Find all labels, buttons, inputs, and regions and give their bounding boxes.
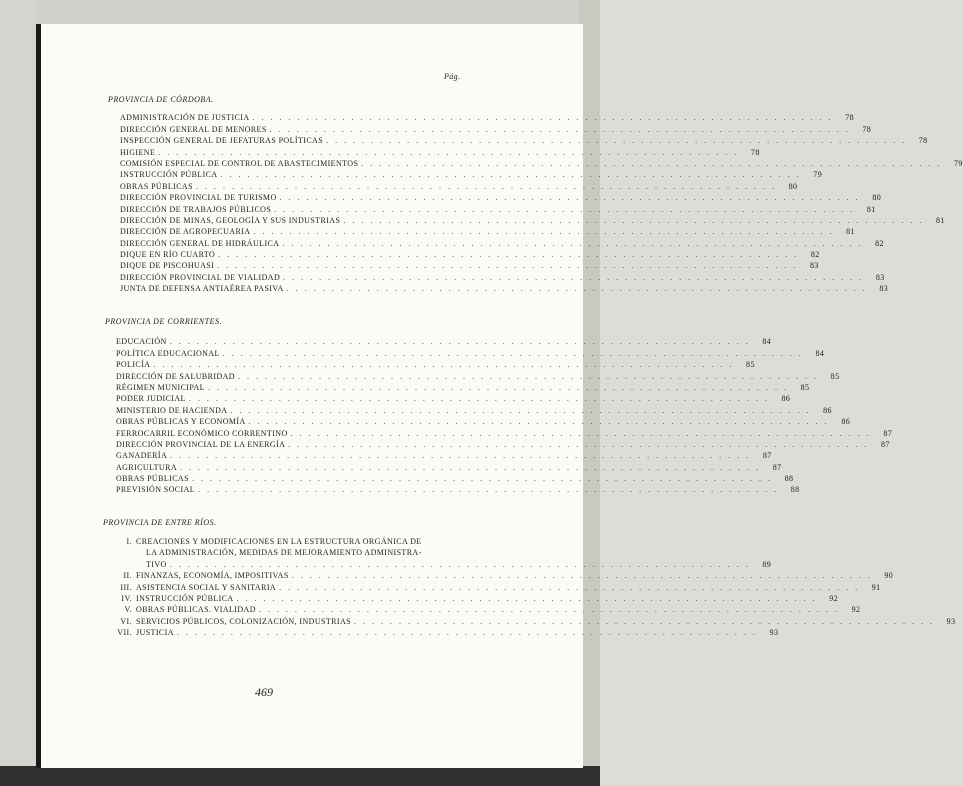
leader-dots: . . . . . . . . . . . . . . . . . . . . . . . . . . . . . . . . . . . . . . . . . . . . . . . . . . . . . . . . . . . . . . . . . [291, 571, 873, 581]
entry-page-number: 81 [936, 215, 945, 225]
entry-label: DIRECCIÓN DE AGROPECUARIA [120, 227, 251, 237]
leader-dots: . . . . . . . . . . . . . . . . . . . . . . . . . . . . . . . . . . . . . . . . . . . . . . . . . . . . . . . . . . . . . . . . . [269, 124, 851, 134]
toc-entry [120, 169, 823, 180]
entry-label: JUSTICIA [136, 628, 174, 638]
entry-number: I. [126, 537, 132, 546]
toc-entry [116, 347, 825, 358]
entry-label: DIRECCIÓN DE MINAS, GEOLOGÍA Y SUS INDUSTRIAS [120, 215, 341, 225]
leader-dots: . . . . . . . . . . . . . . . . . . . . . . . . . . . . . . . . . . . . . . . . . . . . . . . . . . . . . . . . . . . . . . . . . [258, 605, 840, 615]
entry-label: DIRECCIÓN DE TRABAJOS PÚBLICOS [120, 204, 272, 214]
leader-dots: . . . . . . . . . . . . . . . . . . . . . . . . . . . . . . . . . . . . . . . . . . . . . . . . . . . . . . . . . . . . . . . . . [283, 272, 864, 282]
entry-page-number: 80 [788, 181, 798, 191]
toc-entry [116, 484, 800, 495]
entry-page-number: 86 [823, 405, 832, 415]
section-title-entre-rios: PROVINCIA DE ENTRE RÍOS. [103, 518, 217, 527]
entry-page-number: 92 [851, 605, 861, 615]
entry-page-number: 84 [762, 337, 772, 347]
leader-dots: . . . . . . . . . . . . . . . . . . . . . . . . . . . . . . . . . . . . . . . . . . . . . . . . . . . . . . . . . . . . . . . . . [230, 405, 811, 415]
entry-number: III. [120, 582, 132, 592]
leader-dots: . . . . . . . . . . . . . . . . . . . . . . . . . . . . . . . . . . . . . . . . . . . . . . . . . . . . . . . . . . . . . . . . . [188, 394, 770, 404]
scan-border-left [0, 0, 36, 786]
entry-number: V. [124, 605, 132, 615]
toc-entry [120, 180, 798, 191]
entry-page-number: 93 [769, 628, 779, 638]
entry-label: OBRAS PÚBLICAS [120, 181, 193, 191]
leader-dots: . . . . . . . . . . . . . . . . . . . . . . . . . . . . . . . . . . . . . . . . . . . . . . . . . . . . . . . . . . . . . . . . . [274, 204, 855, 214]
toc-entry [120, 215, 945, 226]
entry-page-number: 89 [762, 559, 772, 569]
entry-label: POLICÍA [116, 360, 151, 370]
entry-label: DIRECCIÓN GENERAL DE HIDRÁULICA [120, 238, 280, 248]
entry-page-number: 78 [750, 147, 760, 157]
leader-dots: . . . . . . . . . . . . . . . . . . . . . . . . . . . . . . . . . . . . . . . . . . . . . . . . . . . . . . . . . . . . . . . . . [222, 348, 804, 358]
toc-entry [120, 249, 820, 260]
entry-label: RÉGIMEN MUNICIPAL [116, 382, 205, 392]
toc-entry [120, 135, 928, 146]
entry-page-number: 83 [875, 272, 885, 282]
entry-label: MINISTERIO DE HACIENDA [116, 405, 228, 415]
toc-entry [116, 382, 810, 393]
leader-dots: . . . . . . . . . . . . . . . . . . . . . . . . . . . . . . . . . . . . . . . . . . . . . . . . . . . . . . . . . . . . . . . . . [191, 474, 773, 484]
leader-dots: . . . . . . . . . . . . . . . . . . . . . . . . . . . . . . . . . . . . . . . . . . . . . . . . . . . . . . . . . . . . . . . . . [361, 158, 942, 168]
entry-number: VII. [117, 628, 132, 638]
entry-label: DIRECCIÓN PROVINCIAL DE VIALIDAD [120, 272, 281, 282]
entry-label: AGRICULTURA [116, 462, 177, 472]
toc-entry [116, 473, 794, 484]
entry-page-number: 86 [781, 394, 791, 404]
leader-dots: . . . . . . . . . . . . . . . . . . . . . . . . . . . . . . . . . . . . . . . . . . . . . . . . . . . . . . . . . . . . . . . . . [353, 616, 935, 626]
entry-page-number: 83 [879, 284, 889, 294]
page-column-header: Pág. [444, 72, 461, 81]
entry-label: OBRAS PÚBLICAS. VIALIDAD [136, 605, 256, 615]
entry-label: JUNTA DE DEFENSA ANTIAÉREA PASIVA [120, 284, 284, 294]
entry-label-line: LA ADMINISTRACIÓN, MEDIDAS DE MEJORAMIENTO ADMINISTRA- [146, 548, 422, 558]
scan-border-bottom [0, 766, 600, 786]
entry-page-number: 85 [746, 360, 755, 370]
leader-dots: . . . . . . . . . . . . . . . . . . . . . . . . . . . . . . . . . . . . . . . . . . . . . . . . . . . . . . . . . . . . . . . . . [286, 284, 868, 294]
toc-entry [116, 416, 851, 427]
section-title-corrientes: PROVINCIA DE CORRIENTES. [105, 317, 222, 326]
section-title-cordoba: PROVINCIA DE CÓRDOBA. [108, 95, 214, 104]
entry-label: DIRECCIÓN DE SALUBRIDAD [116, 371, 235, 381]
toc-entry [120, 271, 885, 282]
toc-entry [120, 260, 819, 271]
leader-dots: . . . . . . . . . . . . . . . . . . . . . . . . . . . . . . . . . . . . . . . . . . . . . . . . . . . . . . . . . . . . . . . . . [153, 360, 734, 370]
leader-dots: . . . . . . . . . . . . . . . . . . . . . . . . . . . . . . . . . . . . . . . . . . . . . . . . . . . . . . . . . . . . . . . . . [279, 582, 860, 592]
entry-label: PREVISIÓN SOCIAL [116, 485, 196, 495]
toc-entry [106, 604, 861, 615]
entry-label: INSTRUCCIÓN PÚBLICA [120, 170, 218, 180]
entry-page-number: 93 [946, 616, 956, 626]
leader-dots: . . . . . . . . . . . . . . . . . . . . . . . . . . . . . . . . . . . . . . . . . . . . . . . . . . . . . . . . . . . . . . . . . [176, 628, 758, 638]
toc-entry [116, 393, 791, 404]
entry-page-number: 78 [862, 124, 872, 134]
entry-label: FINANZAS, ECONOMÍA, IMPOSITIVAS [136, 571, 289, 581]
entry-label: COMISIÓN ESPECIAL DE CONTROL DE ABASTECIMIENTOS [120, 158, 359, 168]
toc-entry [106, 593, 839, 604]
entry-page-number: 86 [841, 417, 851, 427]
entry-page-number: 84 [815, 348, 825, 358]
toc-entry [116, 359, 755, 370]
leader-dots: . . . . . . . . . . . . . . . . . . . . . . . . . . . . . . . . . . . . . . . . . . . . . . . . . . . . . . . . . . . . . . . . . [236, 594, 818, 604]
leader-dots: . . . . . . . . . . . . . . . . . . . . . . . . . . . . . . . . . . . . . . . . . . . . . . . . . . . . . . . . . . . . . . . . . [253, 227, 834, 237]
entry-page-number: 82 [810, 250, 820, 260]
leader-dots: . . . . . . . . . . . . . . . . . . . . . . . . . . . . . . . . . . . . . . . . . . . . . . . . . . . . . . . . . . . . . . . . . [217, 261, 798, 271]
entry-label: POLÍTICA EDUCACIONAL [116, 348, 220, 358]
entry-page-number: 80 [872, 193, 882, 203]
entry-label: DIRECCIÓN PROVINCIAL DE LA ENERGÍA [116, 439, 286, 449]
toc-entry [120, 226, 855, 237]
leader-dots: . . . . . . . . . . . . . . . . . . . . . . . . . . . . . . . . . . . . . . . . . . . . . . . . . . . . . . . . . . . . . . . . . [169, 337, 751, 347]
entry-label: INSTRUCCIÓN PÚBLICA [136, 594, 234, 604]
entry-label: DIQUE DE PISCOHUASI [120, 261, 215, 271]
page-folio: 469 [255, 685, 273, 699]
entry-page-number: 87 [880, 439, 890, 449]
entry-label: DIRECCIÓN PROVINCIAL DE TURISMO [120, 193, 277, 203]
toc-entry [120, 112, 855, 123]
leader-dots: . . . . . . . . . . . . . . . . . . . . . . . . . . . . . . . . . . . . . . . . . . . . . . . . . . . . . . . . . . . . . . . . . [237, 371, 819, 381]
leader-dots: . . . . . . . . . . . . . . . . . . . . . . . . . . . . . . . . . . . . . . . . . . . . . . . . . . . . . . . . . . . . . . . . . [288, 439, 869, 449]
entry-page-number: 85 [830, 371, 840, 381]
leader-dots: . . . . . . . . . . . . . . . . . . . . . . . . . . . . . . . . . . . . . . . . . . . . . . . . . . . . . . . . . . . . . . . . . [248, 417, 830, 427]
leader-dots: . . . . . . . . . . . . . . . . . . . . . . . . . . . . . . . . . . . . . . . . . . . . . . . . . . . . . . . . . . . . . . . . . [290, 428, 872, 438]
entry-label: DIRECCIÓN GENERAL DE MENORES [120, 124, 267, 134]
leader-dots: . . . . . . . . . . . . . . . . . . . . . . . . . . . . . . . . . . . . . . . . . . . . . . . . . . . . . . . . . . . . . . . . . [279, 193, 861, 203]
toc-entry [120, 158, 963, 169]
toc-entry [116, 439, 890, 450]
leader-dots: . . . . . . . . . . . . . . . . . . . . . . . . . . . . . . . . . . . . . . . . . . . . . . . . . . . . . . . . . . . . . . . . . [207, 382, 789, 392]
leader-dots: . . . . . . . . . . . . . . . . . . . . . . . . . . . . . . . . . . . . . . . . . . . . . . . . . . . . . . . . . . . . . . . . . [158, 147, 739, 157]
toc-entry [120, 283, 889, 294]
leader-dots: . . . . . . . . . . . . . . . . . . . . . . . . . . . . . . . . . . . . . . . . . . . . . . . . . . . . . . . . . . . . . . . . . [180, 462, 761, 472]
toc-corrientes [116, 336, 893, 495]
entry-page-number: 79 [813, 170, 823, 180]
entry-label: INSPECCIÓN GENERAL DE JEFATURAS POLÍTICAS [120, 136, 324, 146]
entry-label: PODER JUDICIAL [116, 394, 186, 404]
toc-entry [106, 570, 894, 581]
entry-page-number: 82 [875, 238, 884, 248]
entry-page-number: 78 [845, 113, 855, 123]
entry-label: ASISTENCIA SOCIAL Y SANITARIA [136, 582, 277, 592]
leader-dots: . . . . . . . . . . . . . . . . . . . . . . . . . . . . . . . . . . . . . . . . . . . . . . . . . . . . . . . . . . . . . . . . . [170, 451, 751, 461]
entry-label: HIGIENE [120, 147, 156, 157]
toc-entry [106, 616, 956, 627]
entry-page-number: 83 [809, 261, 819, 271]
leader-dots: . . . . . . . . . . . . . . . . . . . . . . . . . . . . . . . . . . . . . . . . . . . . . . . . . . . . . . . . . . . . . . . . . [169, 559, 751, 569]
entry-page-number: 91 [871, 582, 881, 592]
entry-label: OBRAS PÚBLICAS [116, 474, 189, 484]
toc-entry [106, 627, 779, 638]
toc-entry [106, 536, 772, 570]
entry-label: OBRAS PÚBLICAS Y ECONOMÍA [116, 417, 246, 427]
entry-label-line: CREACIONES Y MODIFICACIONES EN LA ESTRUCTURA ORGÁNICA DE [136, 537, 422, 546]
toc-entry [116, 461, 782, 472]
entry-page-number: 88 [790, 485, 800, 495]
entry-page-number: 87 [883, 428, 893, 438]
entry-page-number: 79 [953, 158, 963, 168]
entry-number: IV. [121, 594, 132, 604]
leader-dots: . . . . . . . . . . . . . . . . . . . . . . . . . . . . . . . . . . . . . . . . . . . . . . . . . . . . . . . . . . . . . . . . . [326, 136, 907, 146]
entry-page-number: 78 [918, 136, 928, 146]
leader-dots: . . . . . . . . . . . . . . . . . . . . . . . . . . . . . . . . . . . . . . . . . . . . . . . . . . . . . . . . . . . . . . . . . [218, 250, 799, 260]
entry-label: DIQUE EN RÍO CUARTO [120, 250, 216, 260]
toc-entry [120, 123, 872, 134]
leader-dots: . . . . . . . . . . . . . . . . . . . . . . . . . . . . . . . . . . . . . . . . . . . . . . . . . . . . . . . . . . . . . . . . . [252, 113, 834, 123]
entry-label: ADMINISTRACIÓN DE JUSTICIA [120, 113, 250, 123]
leader-dots: . . . . . . . . . . . . . . . . . . . . . . . . . . . . . . . . . . . . . . . . . . . . . . . . . . . . . . . . . . . . . . . . . [220, 170, 802, 180]
entry-page-number: 81 [866, 204, 876, 214]
leader-dots: . . . . . . . . . . . . . . . . . . . . . . . . . . . . . . . . . . . . . . . . . . . . . . . . . . . . . . . . . . . . . . . . . [198, 485, 779, 495]
entry-number: VI. [120, 616, 132, 626]
toc-entry [106, 582, 881, 593]
toc-cordoba [120, 112, 963, 294]
entry-label: SERVICIOS PÚBLICOS, COLONIZACIÓN, INDUSTRIAS [136, 616, 351, 626]
entry-label: FERROCARRIL ECONÓMICO CORRENTINO [116, 428, 288, 438]
toc-entry [120, 203, 876, 214]
entry-label: EDUCACIÓN [116, 337, 167, 347]
toc-entry [116, 336, 772, 347]
entry-page-number: 81 [846, 227, 855, 237]
toc-entre-rios [106, 536, 956, 639]
leader-dots: . . . . . . . . . . . . . . . . . . . . . . . . . . . . . . . . . . . . . . . . . . . . . . . . . . . . . . . . . . . . . . . . . [343, 215, 924, 225]
toc-entry [116, 450, 772, 461]
entry-label-line: TIVO [146, 559, 167, 569]
leader-dots: . . . . . . . . . . . . . . . . . . . . . . . . . . . . . . . . . . . . . . . . . . . . . . . . . . . . . . . . . . . . . . . . . [282, 238, 863, 248]
entry-page-number: 87 [762, 451, 772, 461]
toc-entry [116, 404, 832, 415]
toc-entry [116, 427, 893, 438]
toc-entry [116, 370, 840, 381]
leader-dots: . . . . . . . . . . . . . . . . . . . . . . . . . . . . . . . . . . . . . . . . . . . . . . . . . . . . . . . . . . . . . . . . . [195, 181, 777, 191]
toc-entry [120, 192, 882, 203]
toc-entry [120, 237, 884, 248]
entry-page-number: 90 [884, 571, 894, 581]
toc-entry [120, 146, 760, 157]
entry-number: II. [123, 571, 132, 581]
entry-label: GANADERÍA [116, 451, 168, 461]
entry-page-number: 87 [772, 462, 782, 472]
entry-page-number: 92 [829, 594, 839, 604]
entry-page-number: 85 [800, 382, 810, 392]
entry-page-number: 88 [784, 474, 794, 484]
